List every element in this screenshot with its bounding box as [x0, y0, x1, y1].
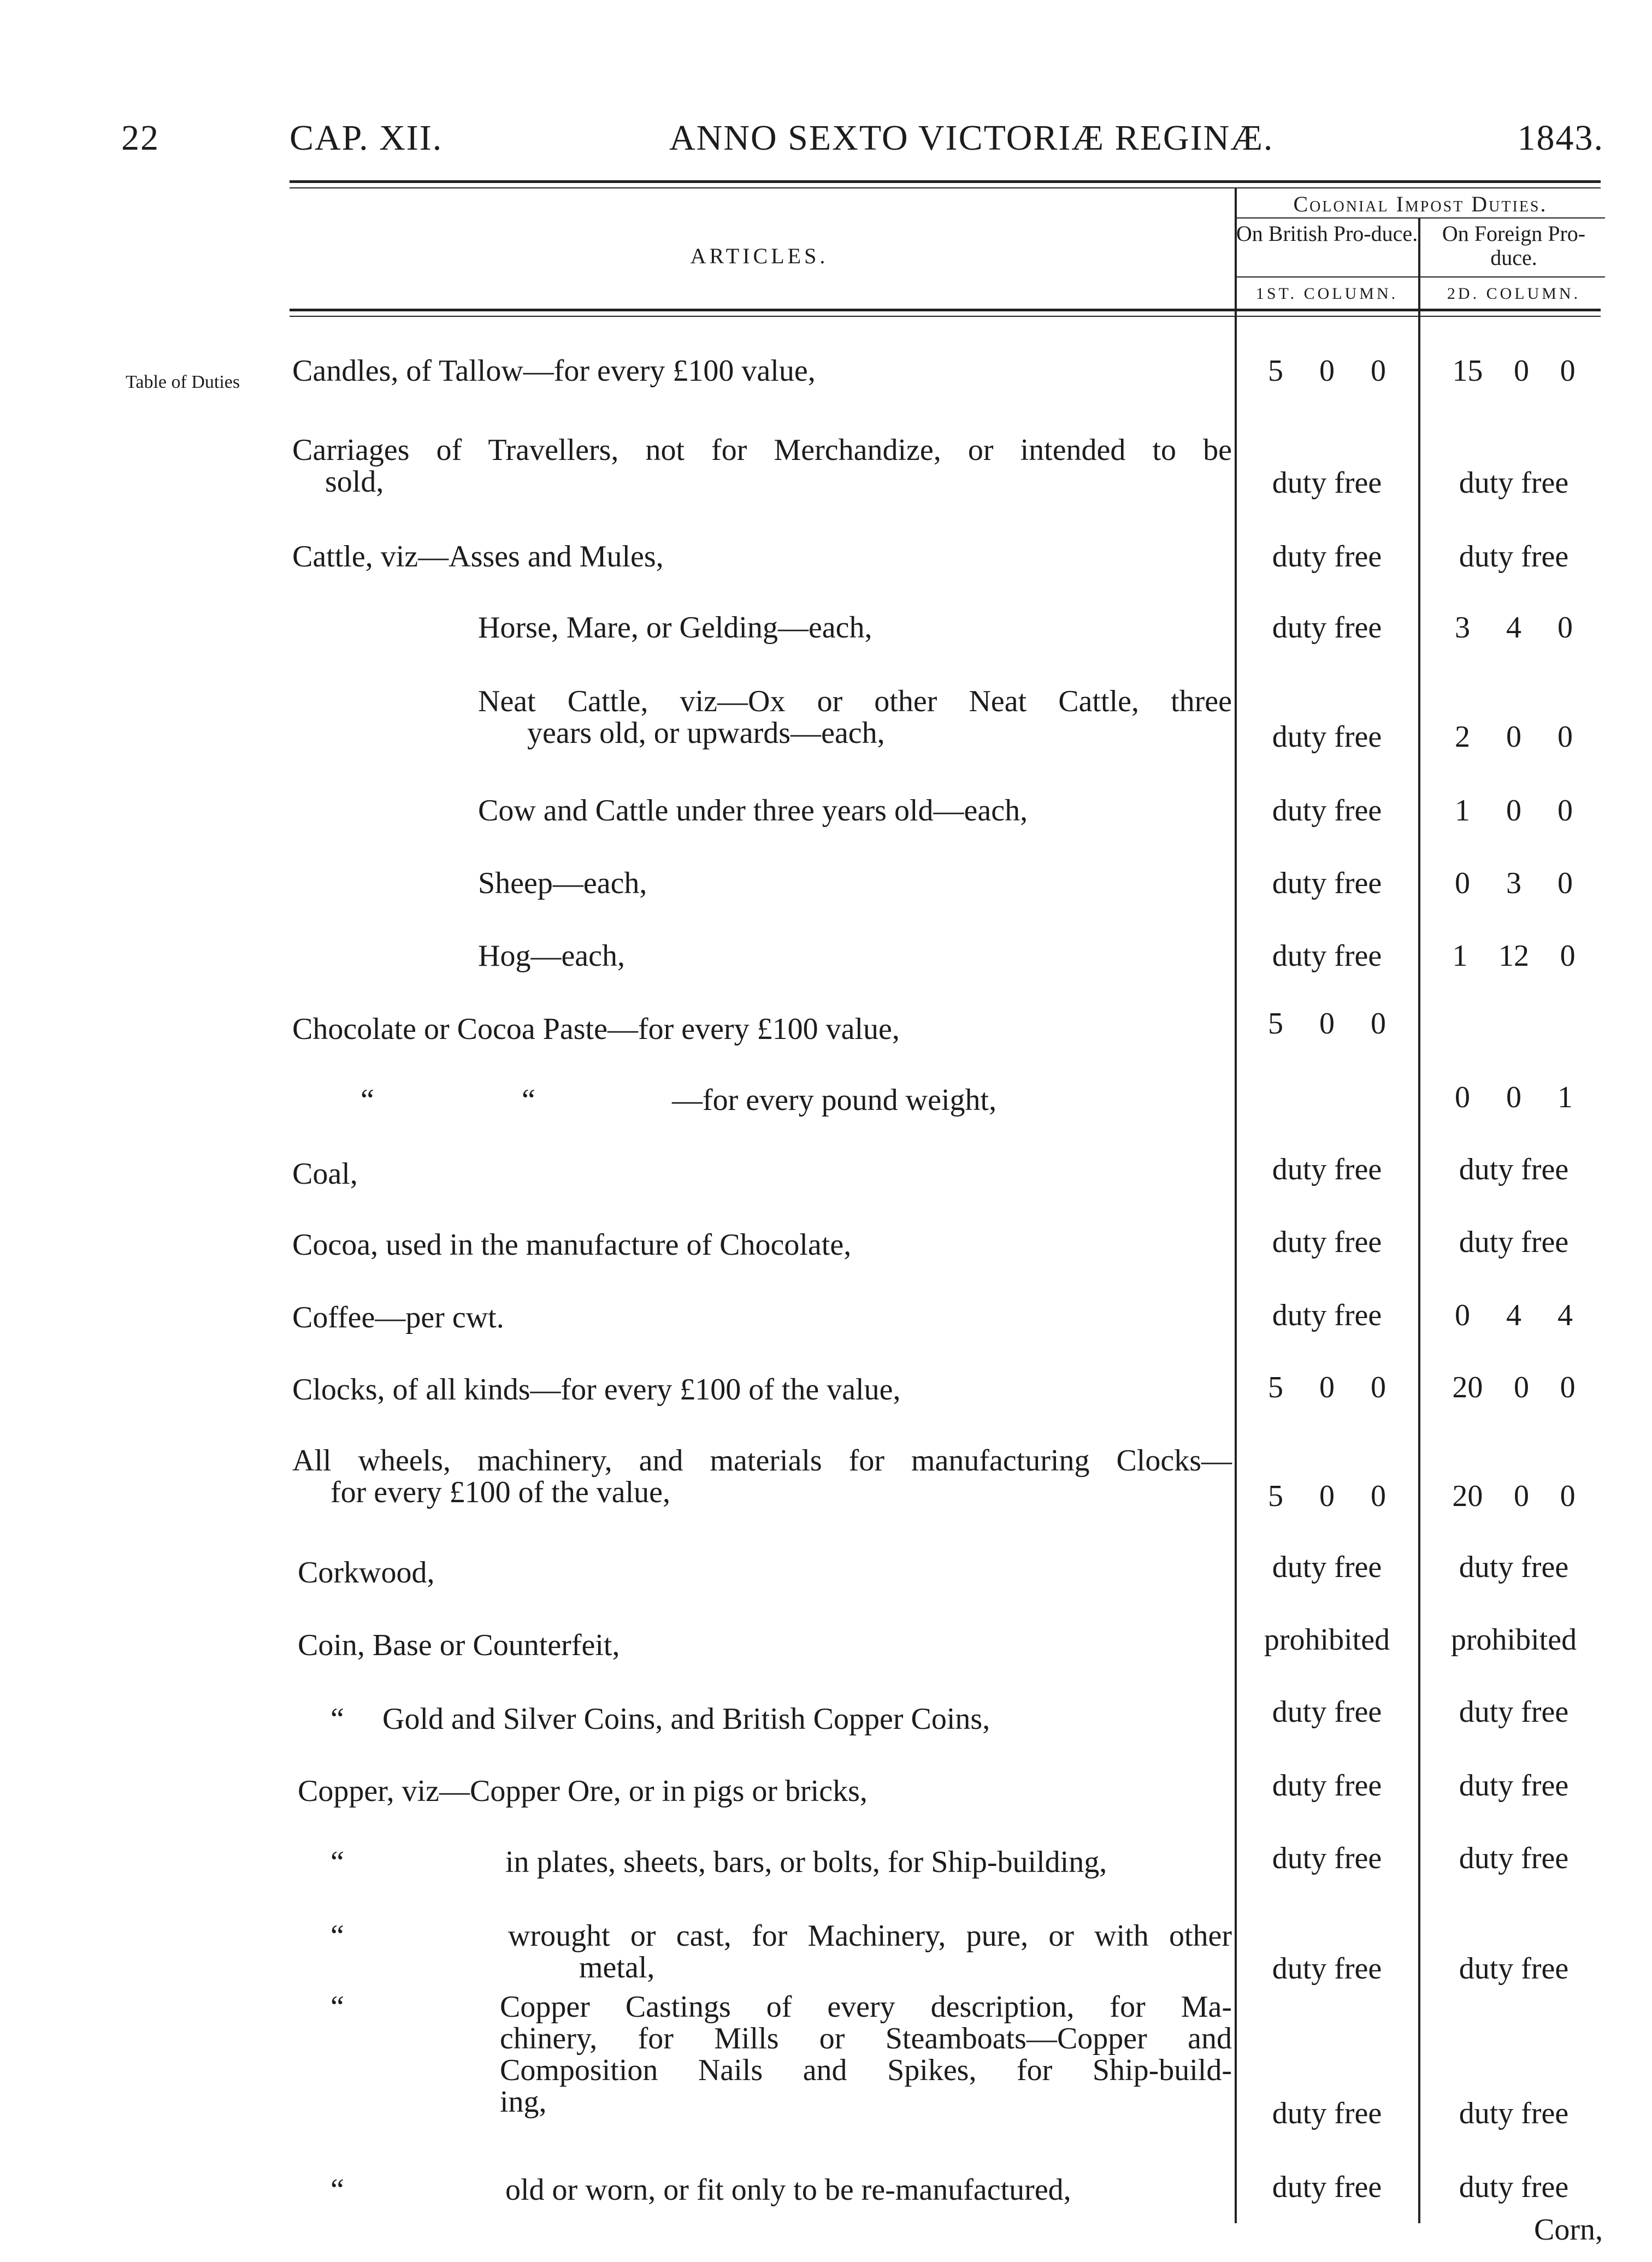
british-duty-cell: duty free [1272, 1769, 1382, 1803]
article-name: Hog—each, [478, 939, 626, 973]
article-name: Coffee—per cwt. [292, 1301, 504, 1334]
article-name: Copper Castings of every description, for Ma- [500, 1990, 1232, 2024]
foreign-duty-cell [1423, 352, 1605, 389]
foreign-duty-cell [1423, 1369, 1605, 1406]
pounds-value: 20 [1452, 1371, 1483, 1404]
article-continuation: metal, [579, 1951, 655, 1985]
header-rule-bottom [290, 309, 1601, 311]
shillings-value: 4 [1506, 1298, 1521, 1332]
shillings-value: 12 [1498, 939, 1529, 973]
british-duty-cell: duty free [1272, 1550, 1382, 1584]
shillings-value: 0 [1506, 794, 1521, 828]
foreign-duty-cell: duty free [1459, 1153, 1569, 1186]
pounds-value: 20 [1452, 1479, 1483, 1513]
shillings-value: 0 [1513, 354, 1529, 388]
ditto-mark: “ [331, 1990, 344, 2024]
article-name: Coal, [292, 1157, 358, 1191]
article-name: Cattle, viz—Asses and Mules, [292, 540, 664, 574]
foreign-duty-cell: duty free [1459, 466, 1569, 500]
british-duty-cell: duty free [1272, 466, 1382, 500]
british-duty-cell [1236, 1005, 1418, 1042]
pence-value: 0 [1371, 354, 1386, 388]
foreign-duty-cell [1423, 1079, 1605, 1116]
article-name: Candles, of Tallow—for every £100 value, [292, 354, 816, 388]
shillings-value: 0 [1319, 1479, 1335, 1513]
ditto-mark: “ [331, 1702, 344, 1736]
pence-value: 0 [1560, 939, 1576, 973]
article-name: Gold and Silver Coins, and British Copper Coins, [382, 1702, 990, 1736]
header-rule-second [290, 187, 1601, 188]
pounds-value: 15 [1452, 354, 1483, 388]
first-column-label: 1ST. COLUMN. [1255, 285, 1399, 303]
header-rule-bottom-thin [290, 316, 1601, 317]
page-title: ANNO SEXTO VICTORIÆ REGINÆ. [669, 118, 1274, 158]
article-name: —for every pound weight, [672, 1083, 997, 1117]
article-continuation: Composition Nails and Spikes, for Ship-build- [500, 2053, 1232, 2087]
foreign-duty-cell: duty free [1459, 1550, 1569, 1584]
pence-value: 0 [1560, 1479, 1576, 1513]
british-duty-cell: duty free [1272, 1695, 1382, 1729]
pence-value: 0 [1371, 1007, 1386, 1041]
british-duty-cell: prohibited [1264, 1623, 1390, 1657]
colonial-impost-heading: Colonial Impost Duties. [1293, 192, 1548, 216]
article-continuation: chinery, for Mills or Steamboats—Copper and [500, 2022, 1232, 2056]
pence-value: 1 [1557, 1080, 1573, 1114]
article-name: Neat Cattle, viz—Ox or other Neat Cattle, three [478, 684, 1232, 718]
pounds-value: 5 [1268, 354, 1283, 388]
article-name: old or worn, or fit only to be re-manufactured, [505, 2173, 1071, 2207]
pence-value: 0 [1557, 611, 1573, 645]
article-continuation: for every £100 of the value, [331, 1475, 670, 1509]
chapter-heading: CAP. XII. [290, 118, 443, 158]
article-continuation: ing, [500, 2085, 547, 2119]
shillings-value: 3 [1506, 866, 1521, 900]
foreign-duty-cell: duty free [1459, 1841, 1569, 1875]
page-number: 22 [121, 118, 160, 158]
pence-value: 0 [1560, 1371, 1576, 1404]
article-name: Copper, viz—Copper Ore, or in pigs or bricks, [298, 1774, 868, 1808]
foreign-duty-cell [1423, 1478, 1605, 1515]
shillings-value: 0 [1319, 1007, 1335, 1041]
foreign-duty-cell [1423, 1297, 1605, 1334]
foreign-duty-cell [1423, 937, 1605, 975]
article-name: All wheels, machinery, and materials for manufacturing Clocks— [292, 1444, 1232, 1478]
british-duty-cell: duty free [1272, 1153, 1382, 1186]
article-name: Cow and Cattle under three years old—each, [478, 794, 1028, 828]
pounds-value: 0 [1455, 1080, 1470, 1114]
british-duty-cell: duty free [1272, 1952, 1382, 1986]
shillings-value: 0 [1506, 1080, 1521, 1114]
shillings-value: 0 [1506, 720, 1521, 754]
foreign-duty-cell: prohibited [1450, 1623, 1577, 1657]
column-label-rule [1236, 276, 1605, 277]
pounds-value: 1 [1455, 794, 1470, 828]
british-duty-cell: duty free [1272, 2170, 1382, 2204]
article-continuation: sold, [325, 465, 384, 499]
foreign-duty-cell [1423, 609, 1605, 646]
article-name: Cocoa, used in the manufacture of Chocolate, [292, 1228, 852, 1262]
header-rule-top [290, 180, 1601, 183]
british-produce-heading: On British Pro-duce. [1236, 221, 1418, 246]
ditto-mark: “ [522, 1083, 535, 1117]
shillings-value: 0 [1319, 354, 1335, 388]
pence-value: 0 [1560, 354, 1576, 388]
british-duty-cell: duty free [1272, 1841, 1382, 1875]
foreign-duty-cell: duty free [1459, 1695, 1569, 1729]
pence-value: 0 [1557, 866, 1573, 900]
pence-value: 4 [1557, 1298, 1573, 1332]
foreign-duty-cell [1423, 865, 1605, 902]
foreign-duty-cell [1423, 718, 1605, 755]
pounds-value: 5 [1268, 1007, 1283, 1041]
article-name: Chocolate or Cocoa Paste—for every £100 value, [292, 1012, 900, 1046]
foreign-produce-heading: On Foreign Pro-duce. [1442, 221, 1586, 270]
shillings-value: 4 [1506, 611, 1521, 645]
british-duty-cell [1236, 1369, 1418, 1406]
british-duty-cell: duty free [1272, 939, 1382, 973]
pence-value: 0 [1371, 1479, 1386, 1513]
catchword: Corn, [1534, 2213, 1603, 2247]
ditto-mark: “ [331, 1919, 344, 1953]
article-name: Horse, Mare, or Gelding—each, [478, 611, 872, 645]
shillings-value: 0 [1319, 1371, 1335, 1404]
foreign-duty-cell: duty free [1459, 1769, 1569, 1803]
foreign-duty-cell: duty free [1459, 1225, 1569, 1259]
colonial-rule [1236, 217, 1605, 218]
ditto-mark: “ [361, 1083, 374, 1117]
british-duty-cell: duty free [1272, 866, 1382, 900]
british-duty-cell: duty free [1272, 794, 1382, 828]
pence-value: 0 [1557, 794, 1573, 828]
british-duty-cell: duty free [1272, 2096, 1382, 2130]
article-name: Corkwood, [298, 1556, 435, 1590]
article-name: Carriages of Travellers, not for Merchandize, or intended to be [292, 433, 1232, 467]
second-column-label: 2D. COLUMN. [1447, 285, 1581, 303]
pounds-value: 1 [1452, 939, 1468, 973]
year: 1843. [1517, 118, 1604, 158]
margin-note: Table of Duties [126, 372, 240, 392]
pence-value: 0 [1371, 1371, 1386, 1404]
foreign-duty-cell: duty free [1459, 2170, 1569, 2204]
article-name: wrought or cast, for Machinery, pure, or with other [508, 1919, 1232, 1953]
foreign-duty-cell: duty free [1459, 540, 1569, 574]
article-name: in plates, sheets, bars, or bolts, for Ship-building, [505, 1845, 1107, 1879]
foreign-duty-cell [1423, 792, 1605, 829]
pounds-value: 5 [1268, 1479, 1283, 1513]
british-duty-cell: duty free [1272, 611, 1382, 645]
article-name: Sheep—each, [478, 866, 647, 900]
pounds-value: 3 [1455, 611, 1470, 645]
british-duty-cell: duty free [1272, 540, 1382, 574]
shillings-value: 0 [1513, 1371, 1529, 1404]
pounds-value: 0 [1455, 866, 1470, 900]
article-name: Coin, Base or Counterfeit, [298, 1628, 620, 1662]
article-name: Clocks, of all kinds—for every £100 of the value, [292, 1373, 901, 1407]
ditto-mark: “ [331, 2173, 344, 2207]
article-continuation: years old, or upwards—each, [527, 716, 885, 750]
column-rule-middle [1418, 218, 1420, 2223]
british-duty-cell: duty free [1272, 720, 1382, 754]
british-duty-cell [1236, 1478, 1418, 1515]
pounds-value: 0 [1455, 1298, 1470, 1332]
foreign-duty-cell: duty free [1459, 2096, 1569, 2130]
british-duty-cell [1236, 352, 1418, 389]
articles-heading: ARTICLES. [690, 244, 829, 268]
pence-value: 0 [1557, 720, 1573, 754]
foreign-duty-cell: duty free [1459, 1952, 1569, 1986]
shillings-value: 0 [1513, 1479, 1529, 1513]
ditto-mark: “ [331, 1845, 344, 1879]
british-duty-cell: duty free [1272, 1298, 1382, 1332]
pounds-value: 2 [1455, 720, 1470, 754]
british-duty-cell: duty free [1272, 1225, 1382, 1259]
pounds-value: 5 [1268, 1371, 1283, 1404]
